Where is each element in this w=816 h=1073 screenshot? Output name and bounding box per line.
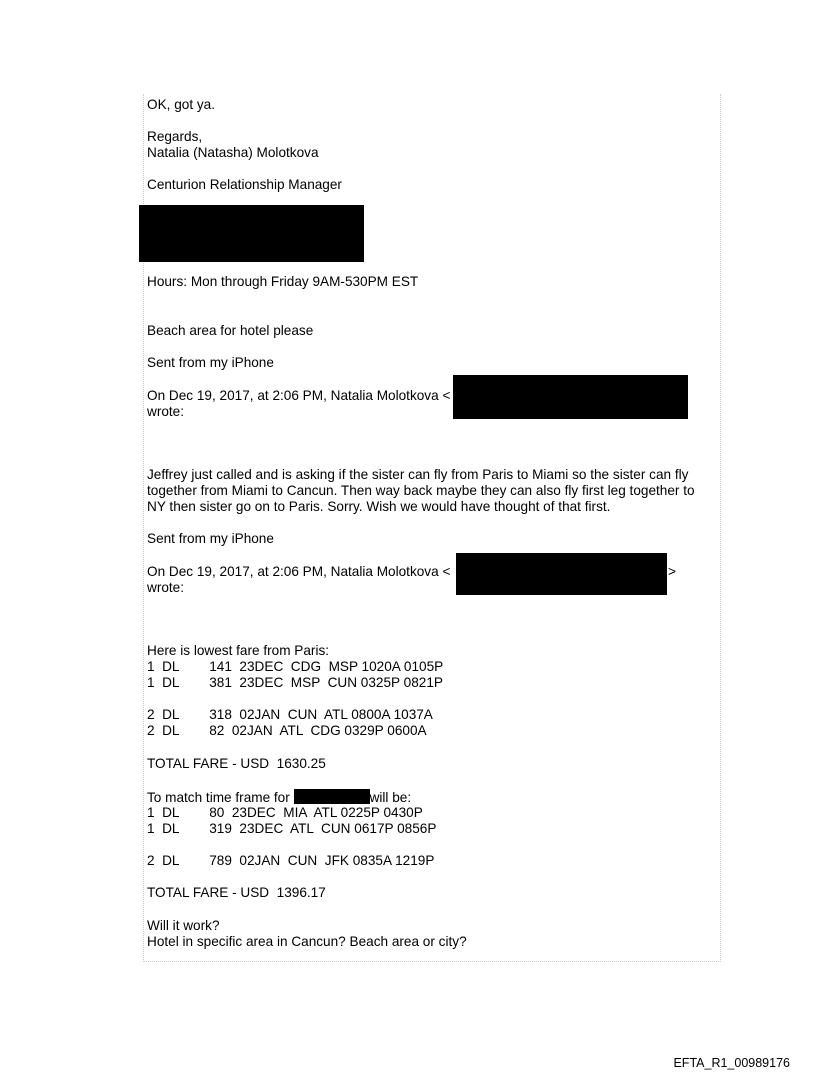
- match-intro-line: [147, 789, 411, 806]
- redaction-block: [456, 553, 667, 595]
- message-line: Jeffrey just called and is asking if the sister can fly from Paris to Miami so the sister can fly: [147, 467, 689, 482]
- document-id: EFTA_R1_00989176: [673, 1056, 790, 1070]
- message-line: NY then sister go on to Paris. Sorry. Wish we would have thought of that first.: [147, 499, 611, 514]
- flight-line: 1 DL 381 23DEC MSP CUN 0325P 0821P: [147, 675, 443, 690]
- flight-line: 1 DL 80 23DEC MIA ATL 0225P 0430P: [147, 805, 423, 820]
- sent-from-iphone: Sent from my iPhone: [147, 531, 274, 546]
- paris-fare-intro: Here is lowest fare from Paris:: [147, 643, 330, 658]
- flight-line: 2 DL 789 02JAN CUN JFK 0835A 1219P: [147, 853, 435, 868]
- match-intro-end: will be:: [369, 790, 412, 805]
- redaction-block: [139, 205, 364, 262]
- quote-header-line: On Dec 19, 2017, at 2:06 PM, Natalia Molotkova <: [147, 388, 451, 403]
- quote-header-wrote: wrote:: [147, 404, 185, 419]
- flight-line: 1 DL 319 23DEC ATL CUN 0617P 0856P: [147, 821, 437, 836]
- signature-hours: Hours: Mon through Friday 9AM-530PM EST: [147, 274, 419, 289]
- sent-from-iphone: Sent from my iPhone: [147, 355, 274, 370]
- match-total-fare: TOTAL FARE - USD 1396.17: [147, 885, 326, 900]
- redaction-block: [453, 375, 688, 419]
- signature-regards: Regards,: [147, 129, 203, 144]
- flight-line: 1 DL 141 23DEC CDG MSP 1020A 0105P: [147, 659, 444, 674]
- quote-header-close: >: [668, 564, 676, 579]
- message-line: together from Miami to Cancun. Then way back maybe they can also fly first leg together to: [147, 483, 695, 498]
- closing-question: Will it work?: [147, 918, 220, 933]
- match-intro-start: To match time frame for: [147, 790, 294, 805]
- quote-header-wrote: wrote:: [147, 580, 185, 595]
- reply-text: OK, got ya.: [147, 97, 216, 112]
- redaction-inline: [294, 789, 370, 804]
- signature-title: Centurion Relationship Manager: [147, 177, 342, 192]
- flight-line: 2 DL 318 02JAN CUN ATL 0800A 1037A: [147, 707, 433, 722]
- paris-total-fare: TOTAL FARE - USD 1630.25: [147, 756, 326, 771]
- closing-question: Hotel in specific area in Cancun? Beach area or city?: [147, 934, 467, 949]
- quote-header-line: On Dec 19, 2017, at 2:06 PM, Natalia Molotkova <: [147, 564, 451, 579]
- flight-line: 2 DL 82 02JAN ATL CDG 0329P 0600A: [147, 723, 427, 738]
- signature-name: Natalia (Natasha) Molotkova: [147, 145, 319, 160]
- beach-request: Beach area for hotel please: [147, 323, 314, 338]
